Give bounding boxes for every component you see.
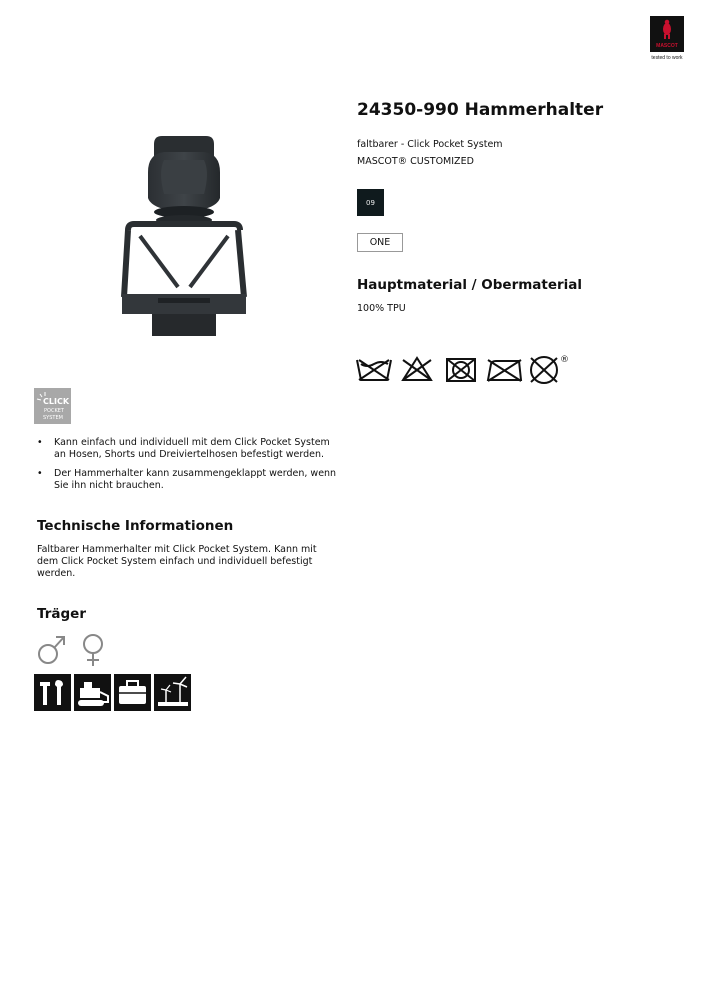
female-icon <box>84 635 102 666</box>
material-value: 100% TPU <box>357 303 406 314</box>
tumble-dry-not-allowed-icon <box>447 359 475 381</box>
product-subtitle: faltbarer - Click Pocket System <box>357 139 503 150</box>
construction-machine-icon <box>74 674 111 711</box>
material-heading: Hauptmaterial / Obermaterial <box>357 277 583 293</box>
logo-tagline: tested to work <box>651 55 683 61</box>
mascot-logo <box>650 16 684 52</box>
list-item <box>37 437 337 461</box>
wearer-heading: Träger <box>37 606 86 622</box>
brand-line: MASCOT® CUSTOMIZED <box>357 156 474 167</box>
feature-text: Der Hammerhalter kann zusammengeklappt werden, wenn Sie ihn nicht brauchen. <box>54 468 337 491</box>
size-option[interactable] <box>357 233 403 252</box>
usage-icons <box>34 674 194 712</box>
click-pocket-line2: POCKET <box>44 408 64 414</box>
briefcase-icon <box>114 674 151 711</box>
male-icon <box>39 637 64 663</box>
bleach-not-allowed-icon <box>403 358 431 380</box>
technical-heading: Technische Informationen <box>37 518 234 534</box>
iron-not-allowed-icon <box>488 360 521 381</box>
size-label: ONE <box>369 237 391 248</box>
color-swatch[interactable] <box>357 189 384 216</box>
dry-clean-not-allowed-icon <box>531 357 557 383</box>
bullet: • <box>37 468 43 479</box>
feature-list <box>37 437 337 499</box>
tools-icon <box>34 674 71 711</box>
color-code: 09 <box>366 198 375 207</box>
wind-energy-icon <box>154 674 191 711</box>
bullet: • <box>37 437 43 448</box>
click-pocket-line3: SYSTEM <box>43 415 63 421</box>
list-item <box>37 468 337 492</box>
svg-text:MASCOT: MASCOT <box>656 43 678 49</box>
click-pocket-line1: CLICK <box>43 397 70 406</box>
feature-text: Kann einfach und individuell mit dem Click Pocket System an Hosen, Shorts und Dreiviertelhosen befestigt werden. <box>54 437 330 460</box>
product-title: 24350-990 Hammerhalter <box>357 100 604 120</box>
product-image <box>118 132 250 340</box>
click-pocket-system-logo <box>34 388 71 424</box>
gender-icons <box>37 632 107 668</box>
care-symbols <box>355 352 575 388</box>
technical-text: Faltbarer Hammerhalter mit Click Pocket System. Kann mit dem Click Pocket System einfach und individuell befestigt werden. <box>37 544 317 579</box>
wash-not-allowed-icon <box>357 360 391 380</box>
svg-text:®: ® <box>560 355 569 365</box>
